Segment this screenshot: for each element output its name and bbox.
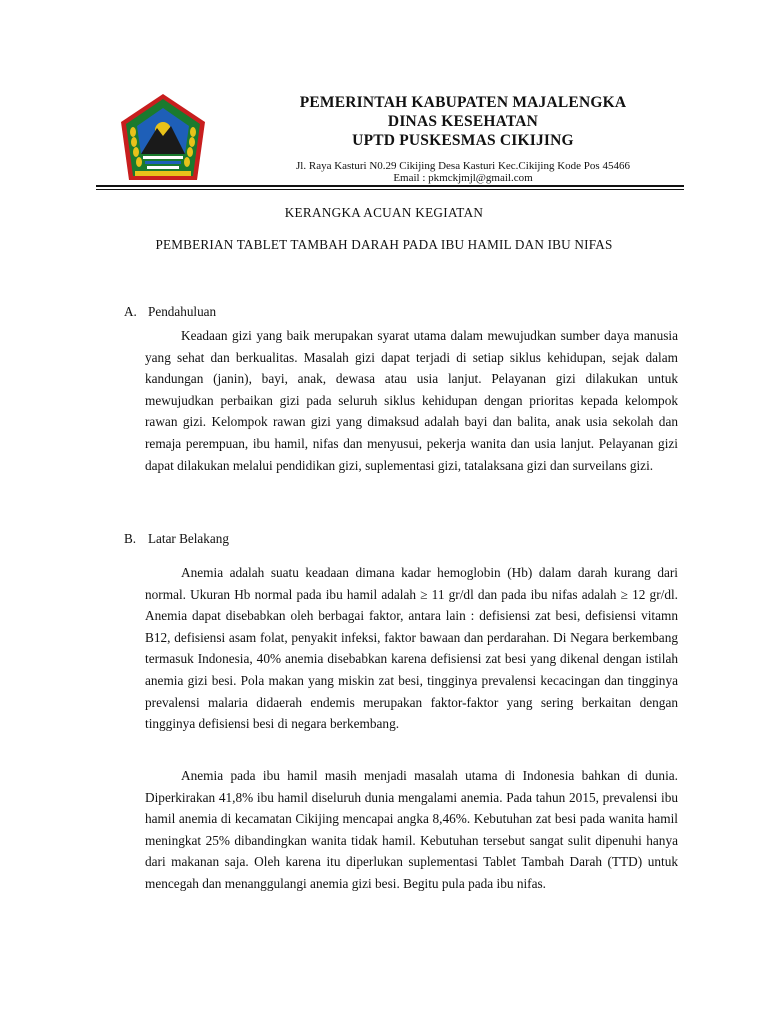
- section-letter: A.: [124, 304, 137, 319]
- section-heading-pendahuluan: [124, 304, 216, 320]
- paragraph-latar-belakang-2: Anemia pada ibu hamil masih menjadi masalah utama di Indonesia bahkan di dunia. Diperkirakan 41,8% ibu hamil diseluruh dunia mengalami anemia. Pada tahun 2015, prevalensi ibu hamil anemia di kecamatan Cikijing mencapai angka 8,46%. Kebutuhan zat besi pada wanita hamil meningkat 25% dibandingkan wanita tidak hamil. Kebutuhan tersebut sangat sulit dipenuhi hanya dari makanan saja. Oleh karena itu diperlukan suplementasi Tablet Tambah Darah (TTD) untuk mencegah dan menanggulangi anemia gizi besi. Begitu pula pada ibu nifas.: [145, 768, 678, 891]
- letterhead-rule-thick: [96, 185, 684, 187]
- letterhead-unit: UPTD PUSKESMAS CIKIJING: [352, 132, 574, 149]
- letterhead: [228, 93, 698, 184]
- document-title: KERANGKA ACUAN KEGIATAN: [284, 205, 484, 220]
- section-title: Latar Belakang: [148, 531, 229, 546]
- paragraph-latar-belakang-1: Anemia adalah suatu keadaan dimana kadar hemoglobin (Hb) dalam darah kurang dari normal. Ukuran Hb normal pada ibu hamil adalah ≥ 11 gr/dl dan pada ibu nifas adalah ≥ 12 gr/dl. Anemia dapat disebabkan oleh berbagai faktor, antara lain : defisiensi zat besi, defisiensi vitamn B12, defisiensi asam folat, penyakit infeksi, faktor bawaan dan perdarahan. Di Negara berkembang termasuk Indonesia, 40% anemia disebabkan karena defisiensi zat besi yang dikenal dengan istilah anemia gizi besi. Pola makan yang miskin zat besi, tingginya prevalensi kecacingan dan tingginya prevalensi malaria didaerah endemis merupakan faktor-faktor yang sering berkaitan dengan tingginya defisiensi besi di negara berkembang.: [145, 565, 678, 732]
- section-heading-latar-belakang: [124, 531, 229, 547]
- letterhead-agency: DINAS KESEHATAN: [387, 113, 539, 130]
- document-subtitle: PEMBERIAN TABLET TAMBAH DARAH PADA IBU HAMIL DAN IBU NIFAS: [155, 237, 613, 252]
- paragraph-pendahuluan: Keadaan gizi yang baik merupakan syarat utama dalam mewujudkan sumber daya manusia yang sehat dan berkualitas. Masalah gizi dapat terjadi di setiap siklus kehidupan, sejak dalam kandungan (janin), bayi, anak, dewasa atau usia lanjut. Pelayanan gizi dilakukan untuk mewujudkan perbaikan gizi pada seluruh siklus kehidupan dengan prioritas kepada kelompok rawan gizi. Kelompok rawan gizi yang dimaksud adalah bayi dan balita, anak usia sekolah dan remaja perempuan, ibu hamil, nifas dan menyusui, pekerja wanita dan usia lanjut. Pelayanan gizi dapat dilakukan melalui pendidikan gizi, suplementasi gizi, tatalaksana gizi dan surveilans gizi.: [145, 328, 678, 473]
- section-letter: B.: [124, 531, 137, 546]
- letterhead-address: Jl. Raya Kasturi N0.29 Cikijing Desa Kasturi Kec.Cikijing Kode Pos 45466: [296, 160, 630, 172]
- letterhead-government: PEMERINTAH KABUPATEN MAJALENGKA: [299, 94, 627, 111]
- majalengka-regency-emblem-icon: [117, 92, 209, 184]
- section-title: Pendahuluan: [148, 304, 217, 319]
- letterhead-rule-thin: [96, 189, 684, 190]
- letterhead-email: Email : pkmckjmjl@gmail.com: [393, 172, 533, 184]
